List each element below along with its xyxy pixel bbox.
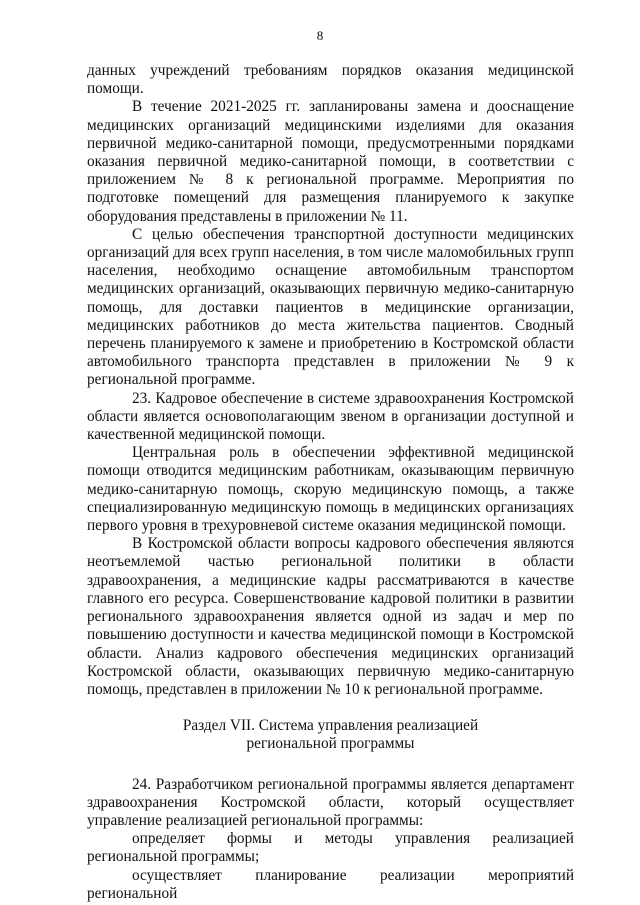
document-body: [87, 62, 574, 903]
paragraph-developer-24: 24. Разработчиком региональной программы является департамент здравоохранения Костромской области, который осуществляет управление реализацией региональной программы:: [87, 775, 574, 829]
section-title-line-1: Раздел VII. Система управления реализацией: [182, 717, 479, 735]
page-number: 8: [316, 28, 324, 43]
paragraph-staffing-policy: В Костромской области вопросы кадрового обеспечения являются неотъемлемой частью региональной политики в области здравоохранения, а медицинские кадры рассматриваются в качестве главного его ресурса. Совершенствование кадровой политики в развитии регионального здравоохранения является одной из задач и мер по повышению доступности и качества медицинской помощи в Костромской области. Анализ кадрового обеспечения медицинских организаций Костромской области, оказывающих первичную медико-санитарную помощь, представлен в приложении № 10 к региональной программе.: [87, 535, 574, 698]
paragraph-continuation: данных учреждений требованиям порядков оказания медицинской помощи.: [87, 62, 574, 98]
paragraph-staffing-23: 23. Кадровое обеспечение в системе здравоохранения Костромской области является основополагающим звеном в организации доступной и качественной медицинской помощи.: [87, 389, 574, 444]
paragraph-equipment-replacement: В течение 2021-2025 гг. запланированы замена и дооснащение медицинских организаций медицинскими изделиями для оказания первичной медико-санитарной помощи, предусмотренными порядками оказания первичной медико-санитарной помощи, в соответствии с приложением № 8 к региональной программе. Мероприятия по подготовке помещений для размещения планируемого к закупке оборудования представлены в приложении № 11.: [87, 98, 574, 225]
paragraph-transport-access: С целью обеспечения транспортной доступности медицинских организаций для всех групп населения, в том числе маломобильных групп населения, необходимо оснащение автомобильным транспортом медицинских организаций, оказывающих первичную медико-санитарную помощь, для доставки пациентов в медицинские организации, медицинских работников до места жительства пациентов. Сводный перечень планируемого к замене и приобретению в Костромской области автомобильного транспорта представлен в приложении № 9 к региональной программе.: [87, 225, 574, 389]
paragraph-central-role: Центральная роль в обеспечении эффективной медицинской помощи отводится медицинским работникам, оказывающим первичную медико-санитарную помощь, скорую медицинскую помощь, а также специализированную медицинскую помощь в медицинских организациях первого уровня в трехуровневой системе оказания медицинской помощи.: [87, 444, 574, 535]
paragraph-forms-methods: определяет формы и методы управления реализацией региональной программы;: [87, 830, 574, 866]
section-title-line-2: региональной программы: [246, 735, 415, 753]
section-title: [87, 717, 574, 753]
paragraph-planning: осуществляет планирование реализации мероприятий региональной: [87, 866, 574, 902]
